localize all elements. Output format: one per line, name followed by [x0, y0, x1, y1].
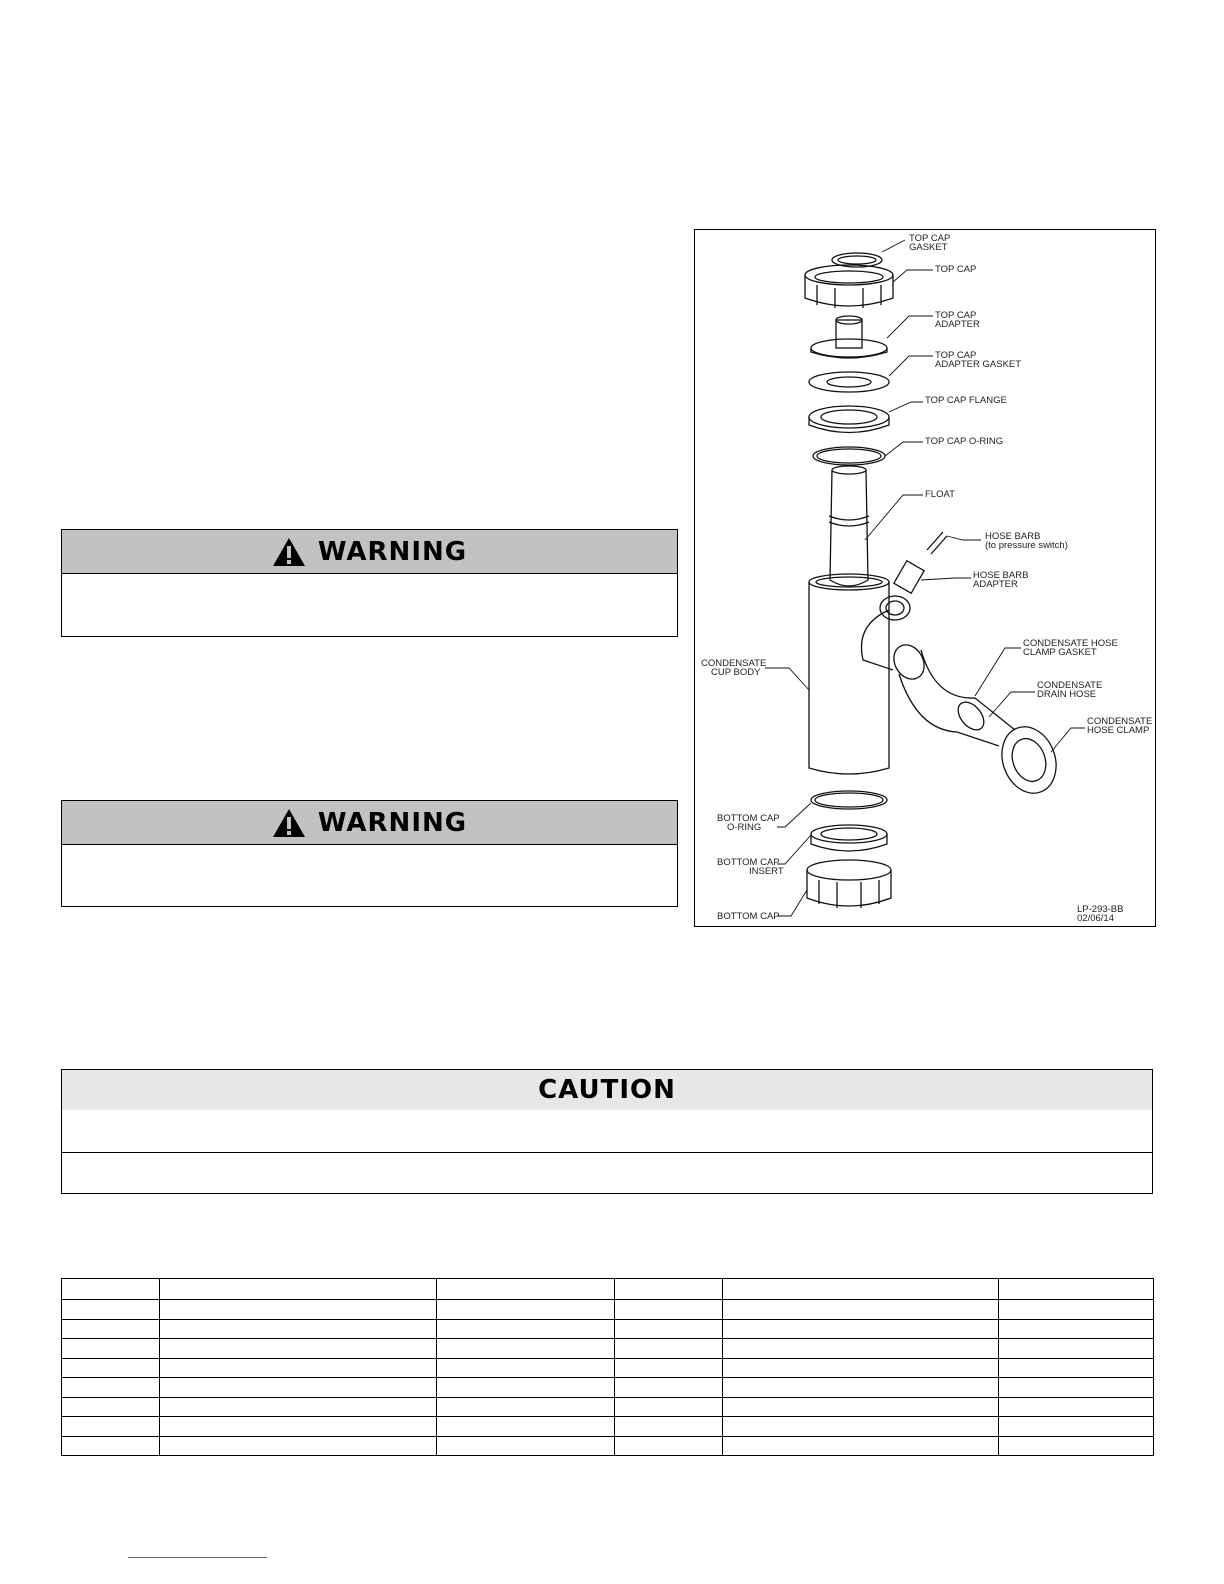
label-bottom-cap: BOTTOM CAP — [717, 911, 780, 922]
label-drain-hose-1: CONDENSATE — [1037, 680, 1103, 691]
label-hose-clamp-1: CONDENSATE — [1087, 716, 1153, 727]
table-row — [62, 1397, 1154, 1417]
warning-box — [61, 529, 678, 637]
condensate-trap-exploded-figure — [694, 229, 1156, 927]
label-cup-body-2: CUP BODY — [711, 667, 761, 678]
warning-label: WARNING — [317, 536, 468, 567]
warning-triangle-icon — [272, 808, 306, 838]
label-float: FLOAT — [925, 489, 955, 500]
warning-header — [62, 801, 677, 845]
label-bottom-cap-oring-2: O-RING — [727, 822, 762, 833]
caution-label: CAUTION — [538, 1075, 676, 1105]
table-row — [62, 1300, 1154, 1320]
parts-table — [61, 1278, 1154, 1456]
table-header-cell — [723, 1279, 999, 1300]
warning-triangle-icon — [272, 537, 306, 567]
table-row — [62, 1378, 1154, 1398]
table-header-row — [62, 1279, 1154, 1300]
table-row — [62, 1358, 1154, 1378]
table-row — [62, 1339, 1154, 1359]
label-bottom-cap-insert-1: BOTTOM CAP — [717, 857, 780, 868]
label-top-cap-gasket-2: GASKET — [909, 242, 948, 253]
label-hose-barb-2: (to pressure switch) — [985, 540, 1068, 551]
label-bottom-cap-insert-2: INSERT — [749, 866, 784, 877]
exploded-view-drawing — [695, 230, 1154, 925]
table-header-cell — [160, 1279, 437, 1300]
table-header-cell — [62, 1279, 160, 1300]
table-row — [62, 1417, 1154, 1437]
label-top-cap-flange: TOP CAP FLANGE — [925, 395, 1007, 406]
label-hose-barb-1: HOSE BARB — [985, 531, 1041, 542]
table-row — [62, 1319, 1154, 1339]
table-header-cell — [615, 1279, 723, 1300]
table-header-cell — [437, 1279, 615, 1300]
label-hose-clamp-gasket-2: CLAMP GASKET — [1023, 647, 1097, 658]
warning-body — [62, 845, 677, 906]
table-row — [62, 1436, 1154, 1456]
label-top-cap-adapter-gasket-1: TOP CAP — [935, 350, 977, 361]
label-bottom-cap-oring-1: BOTTOM CAP — [717, 813, 780, 824]
label-hose-barb-adapter-2: ADAPTER — [973, 579, 1018, 590]
label-top-cap-adapter-1: TOP CAP — [935, 310, 977, 321]
label-hose-barb-adapter-1: HOSE BARB — [973, 570, 1029, 581]
caution-row — [62, 1110, 1152, 1152]
drawing-id: LP-293-BB — [1077, 904, 1124, 915]
label-top-cap-gasket-1: TOP CAP — [909, 233, 951, 244]
table-header-cell — [999, 1279, 1154, 1300]
drawing-date: 02/06/14 — [1077, 913, 1114, 924]
label-top-cap: TOP CAP — [935, 264, 977, 275]
label-hose-clamp-2: HOSE CLAMP — [1087, 725, 1150, 736]
warning-box — [61, 800, 678, 907]
warning-label: WARNING — [317, 807, 468, 838]
label-top-cap-oring: TOP CAP O-RING — [925, 436, 1004, 447]
label-hose-clamp-gasket-1: CONDENSATE HOSE — [1023, 638, 1118, 649]
warning-body — [62, 574, 677, 636]
label-cup-body-1: CONDENSATE — [701, 658, 767, 669]
footer-link[interactable] — [128, 1557, 267, 1558]
caution-header — [62, 1070, 1152, 1110]
caution-box — [61, 1069, 1153, 1194]
warning-header — [62, 530, 677, 574]
label-top-cap-adapter-2: ADAPTER — [935, 319, 980, 330]
label-drain-hose-2: DRAIN HOSE — [1037, 689, 1097, 700]
label-top-cap-adapter-gasket-2: ADAPTER GASKET — [935, 359, 1022, 370]
caution-row — [62, 1152, 1152, 1194]
